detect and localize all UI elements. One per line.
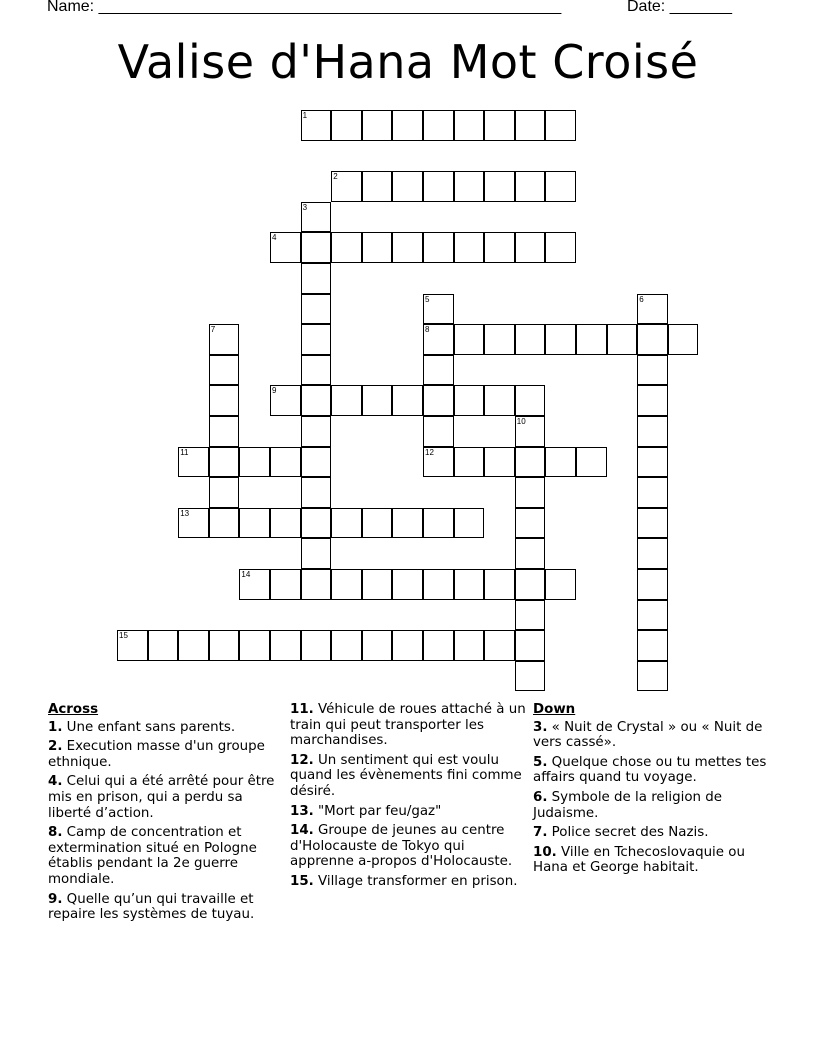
grid-cell[interactable] bbox=[576, 447, 607, 478]
grid-cell[interactable] bbox=[484, 385, 515, 416]
grid-cell[interactable] bbox=[301, 508, 332, 539]
clue-number: 11 bbox=[180, 447, 189, 457]
grid-cell[interactable] bbox=[301, 355, 332, 386]
down-clues-column bbox=[533, 702, 769, 880]
grid-cell[interactable] bbox=[515, 630, 546, 661]
grid-cell[interactable] bbox=[331, 171, 362, 202]
grid-cell[interactable] bbox=[392, 630, 423, 661]
clue-down-7: 7. Police secret des Nazis. bbox=[533, 825, 709, 841]
grid-cell[interactable] bbox=[637, 385, 668, 416]
grid-cell[interactable] bbox=[331, 630, 362, 661]
clue-number: 5 bbox=[425, 294, 430, 304]
grid-cell[interactable] bbox=[209, 508, 240, 539]
grid-cell[interactable] bbox=[545, 110, 576, 141]
clue-down-3: 3. « Nuit de Crystal » ou « Nuit de vers cassé». bbox=[533, 719, 763, 751]
grid-cell[interactable] bbox=[545, 569, 576, 600]
grid-cell[interactable] bbox=[301, 630, 332, 661]
grid-cell[interactable] bbox=[484, 630, 515, 661]
grid-cell[interactable] bbox=[637, 416, 668, 447]
grid-cell[interactable] bbox=[117, 630, 148, 661]
grid-cell[interactable] bbox=[209, 355, 240, 386]
grid-cell[interactable] bbox=[331, 385, 362, 416]
grid-cell[interactable] bbox=[637, 538, 668, 569]
grid-cell[interactable] bbox=[423, 294, 454, 325]
grid-cell[interactable] bbox=[515, 171, 546, 202]
grid-cell[interactable] bbox=[454, 171, 485, 202]
grid-cell[interactable] bbox=[515, 447, 546, 478]
grid-cell[interactable] bbox=[270, 569, 301, 600]
grid-cell[interactable] bbox=[239, 508, 270, 539]
grid-cell[interactable] bbox=[301, 110, 332, 141]
grid-cell[interactable] bbox=[484, 447, 515, 478]
clue-number: 9 bbox=[272, 386, 277, 396]
grid-cell[interactable] bbox=[515, 661, 546, 692]
grid-cell[interactable] bbox=[301, 385, 332, 416]
grid-cell[interactable] bbox=[148, 630, 179, 661]
grid-cell[interactable] bbox=[392, 232, 423, 263]
clue-down-6: 6. Symbole de la religion de Judaisme. bbox=[533, 789, 723, 821]
clue-number: 15 bbox=[119, 631, 128, 641]
grid-cell[interactable] bbox=[331, 232, 362, 263]
clue-across-13: 13. "Mort par feu/gaz" bbox=[290, 803, 442, 819]
clue-across-15: 15. Village transformer en prison. bbox=[290, 873, 518, 889]
grid-cell[interactable] bbox=[392, 385, 423, 416]
grid-cell[interactable] bbox=[637, 630, 668, 661]
grid-cell[interactable] bbox=[301, 416, 332, 447]
grid-cell[interactable] bbox=[423, 355, 454, 386]
across-heading: Across bbox=[48, 702, 99, 717]
clue-across-4: 4. Celui qui a été arrêté pour être mis en prison, qui a perdu sa liberté d’action. bbox=[48, 774, 275, 821]
clue-number: 8 bbox=[425, 325, 430, 335]
grid-cell[interactable] bbox=[515, 232, 546, 263]
name-label: Name: ____________________________________________________ bbox=[47, 0, 562, 15]
grid-cell[interactable] bbox=[545, 324, 576, 355]
clue-number: 10 bbox=[516, 417, 526, 426]
grid-cell[interactable] bbox=[484, 232, 515, 263]
grid-cell[interactable] bbox=[270, 385, 301, 416]
clue-across-12: 12. Un sentiment qui est voulu quand les évènements fini comme désiré. bbox=[290, 752, 522, 799]
grid-cell[interactable] bbox=[331, 569, 362, 600]
clue-down-5: 5. Quelque chose ou tu mettes tes affairs quand tu voyage. bbox=[533, 754, 767, 786]
clue-number: 12 bbox=[425, 447, 434, 457]
grid-cell[interactable] bbox=[637, 661, 668, 692]
grid-cell[interactable] bbox=[637, 569, 668, 600]
clue-number: 3 bbox=[302, 202, 308, 212]
grid-cell[interactable] bbox=[545, 447, 576, 478]
grid-cell[interactable] bbox=[484, 324, 515, 355]
clue-number: 13 bbox=[180, 508, 190, 518]
grid-cell[interactable] bbox=[637, 324, 668, 355]
grid-cell[interactable] bbox=[423, 508, 454, 539]
grid-cell[interactable] bbox=[301, 569, 332, 600]
grid-cell[interactable] bbox=[423, 416, 454, 447]
clue-across-2: 2. Execution masse d'un groupe ethnique. bbox=[48, 739, 265, 770]
grid-cell[interactable] bbox=[423, 324, 454, 355]
clue-across-11: 11. Véhicule de roues attaché à un train qui peut transporter les marchandises. bbox=[290, 702, 526, 749]
grid-cell[interactable] bbox=[362, 171, 393, 202]
grid-cell[interactable] bbox=[301, 263, 332, 294]
grid-cell[interactable] bbox=[607, 324, 638, 355]
clue-across-9: 9. Quelle qu’un qui travaille et repaire les systèmes de tuyau. bbox=[48, 891, 255, 923]
grid-cell[interactable] bbox=[423, 630, 454, 661]
grid-cell[interactable] bbox=[362, 630, 393, 661]
grid-cell[interactable] bbox=[239, 630, 270, 661]
grid-cell[interactable] bbox=[484, 569, 515, 600]
grid-cell[interactable] bbox=[301, 477, 332, 508]
grid-cell[interactable] bbox=[515, 538, 546, 569]
grid-cell[interactable] bbox=[209, 324, 240, 355]
grid-cell[interactable] bbox=[637, 508, 668, 539]
grid-cell[interactable] bbox=[362, 232, 393, 263]
page-title: Valise d'Hana Mot Croisé bbox=[117, 35, 699, 89]
grid-cell[interactable] bbox=[423, 110, 454, 141]
grid-cell[interactable] bbox=[423, 447, 454, 478]
grid-cell[interactable] bbox=[270, 447, 301, 478]
grid-cell[interactable] bbox=[515, 324, 546, 355]
grid-cell[interactable] bbox=[362, 110, 393, 141]
grid-cell[interactable] bbox=[515, 569, 546, 600]
grid-cell[interactable] bbox=[331, 110, 362, 141]
grid-cell[interactable] bbox=[178, 508, 209, 539]
grid-cell[interactable] bbox=[515, 385, 546, 416]
grid-cell[interactable] bbox=[637, 355, 668, 386]
grid-cell[interactable] bbox=[178, 630, 209, 661]
grid-cell[interactable] bbox=[515, 508, 546, 539]
clue-across-1: 1. Une enfant sans parents. bbox=[48, 719, 236, 735]
across-clues-column-2 bbox=[290, 702, 526, 894]
grid-cell[interactable] bbox=[392, 110, 423, 141]
grid-cell[interactable] bbox=[301, 232, 332, 263]
clue-number: 14 bbox=[241, 570, 251, 579]
grid-cell[interactable] bbox=[362, 569, 393, 600]
grid-cell[interactable] bbox=[454, 232, 485, 263]
grid-cell[interactable] bbox=[454, 447, 485, 478]
grid-cell[interactable] bbox=[239, 447, 270, 478]
clue-number: 2 bbox=[333, 172, 338, 182]
clue-number: 6 bbox=[639, 294, 644, 304]
grid-cell[interactable] bbox=[392, 508, 423, 539]
grid-cell[interactable] bbox=[301, 202, 332, 233]
grid-cell[interactable] bbox=[454, 569, 485, 600]
grid-cell[interactable] bbox=[423, 569, 454, 600]
grid-cell[interactable] bbox=[270, 508, 301, 539]
grid-cell[interactable] bbox=[423, 171, 454, 202]
grid-cell[interactable] bbox=[301, 538, 332, 569]
clue-down-10: 10. Ville en Tchecoslovaquie ou Hana et George habitait. bbox=[533, 844, 745, 876]
clue-number: 7 bbox=[210, 325, 216, 335]
grid-cell[interactable] bbox=[576, 324, 607, 355]
grid-cell[interactable] bbox=[270, 232, 301, 263]
grid-cell[interactable] bbox=[454, 324, 485, 355]
grid-cell[interactable] bbox=[209, 477, 240, 508]
grid-cell[interactable] bbox=[209, 416, 240, 447]
grid-cell[interactable] bbox=[484, 171, 515, 202]
grid-cell[interactable] bbox=[209, 630, 240, 661]
grid-cell[interactable] bbox=[637, 600, 668, 631]
grid-cell[interactable] bbox=[362, 385, 393, 416]
grid-cell[interactable] bbox=[362, 508, 393, 539]
grid-cell[interactable] bbox=[454, 630, 485, 661]
clue-across-8: 8. Camp de concentration et extermination situé en Pologne établis pendant la 2e guerre mondiale. bbox=[48, 825, 257, 887]
date-label: Date: _______ bbox=[627, 0, 732, 15]
grid-cell[interactable] bbox=[392, 569, 423, 600]
down-heading: Down bbox=[533, 702, 576, 717]
clue-number: 4 bbox=[272, 233, 277, 243]
grid-cell[interactable] bbox=[331, 508, 362, 539]
grid-cell[interactable] bbox=[515, 477, 546, 508]
grid-cell[interactable] bbox=[209, 385, 240, 416]
across-clues-column bbox=[48, 702, 280, 927]
clue-across-14: 14. Groupe de jeunes au centre d'Holocauste de Tokyo qui apprenne a-propos d'Holocauste. bbox=[290, 823, 513, 870]
grid-cell[interactable] bbox=[454, 508, 485, 539]
clue-number: 1 bbox=[302, 111, 308, 120]
grid-cell[interactable] bbox=[454, 385, 485, 416]
grid-cell[interactable] bbox=[637, 294, 668, 325]
grid-cell[interactable] bbox=[545, 171, 576, 202]
grid-cell[interactable] bbox=[301, 324, 332, 355]
grid-cell[interactable] bbox=[209, 447, 240, 478]
grid-cell[interactable] bbox=[178, 447, 209, 478]
grid-cell[interactable] bbox=[423, 385, 454, 416]
grid-cell[interactable] bbox=[270, 630, 301, 661]
grid-cell[interactable] bbox=[515, 110, 546, 141]
grid-cell[interactable] bbox=[239, 569, 270, 600]
grid-cell[interactable] bbox=[545, 232, 576, 263]
grid-cell[interactable] bbox=[301, 294, 332, 325]
grid-cell[interactable] bbox=[423, 232, 454, 263]
grid-cell[interactable] bbox=[637, 477, 668, 508]
grid-cell[interactable] bbox=[454, 110, 485, 141]
grid-cell[interactable] bbox=[668, 324, 699, 355]
grid-cell[interactable] bbox=[515, 600, 546, 631]
grid-cell[interactable] bbox=[637, 447, 668, 478]
grid-cell[interactable] bbox=[301, 447, 332, 478]
grid-cell[interactable] bbox=[392, 171, 423, 202]
grid-cell[interactable] bbox=[484, 110, 515, 141]
grid-cell[interactable] bbox=[515, 416, 546, 447]
